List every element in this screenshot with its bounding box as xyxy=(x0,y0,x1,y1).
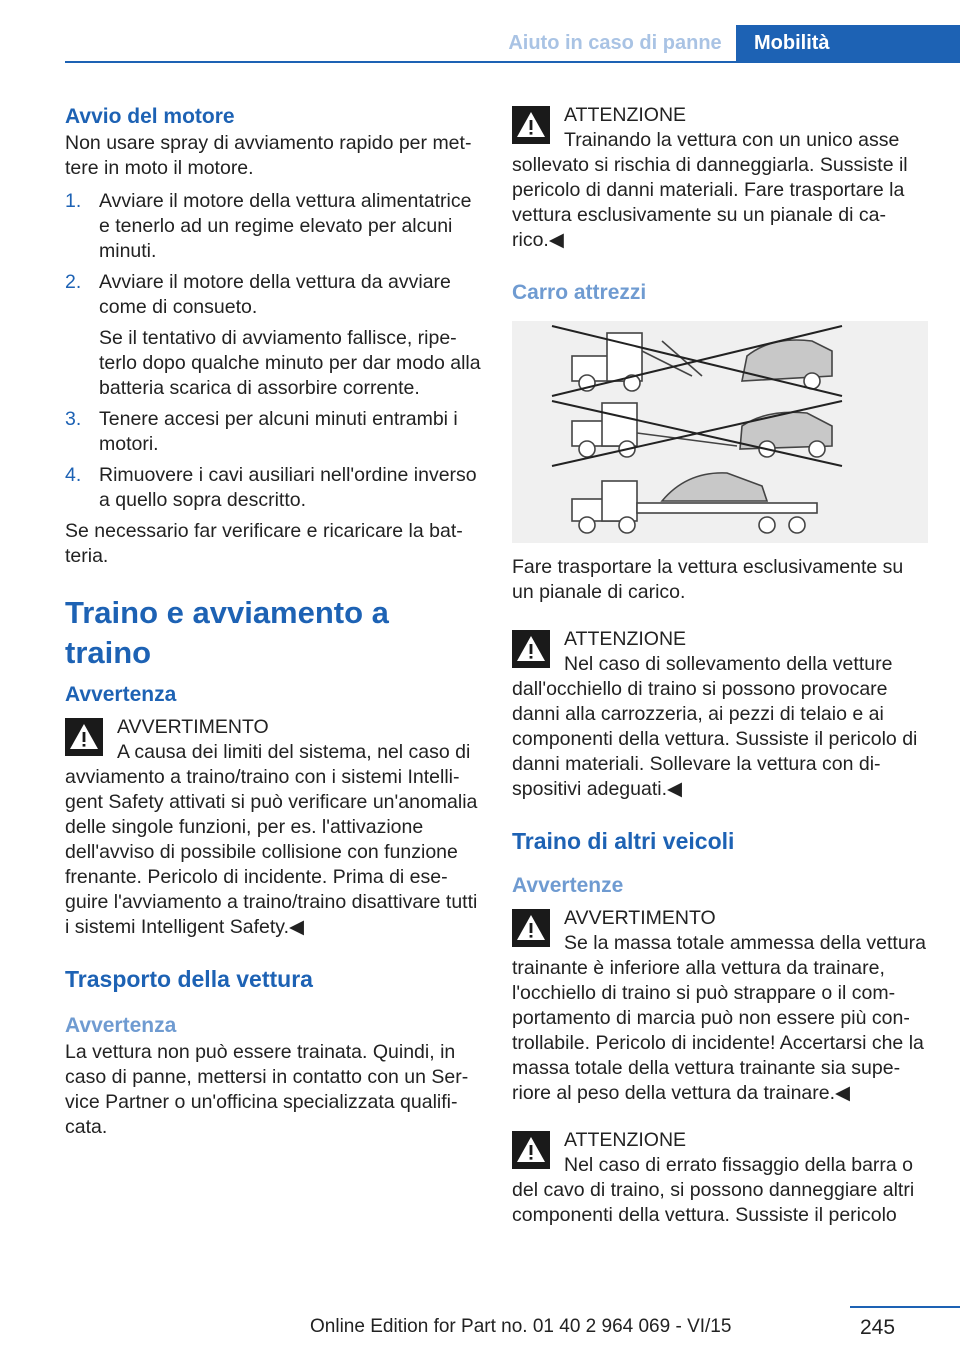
heading-carro-attrezzi: Carro attrezzi xyxy=(512,281,647,304)
warning-text: Nel caso di sollevamento della vetture dall'occhiello di traino si possono provocare danni alla carrozzeria, ai pezzi di telaio e ai componenti della vettura. Sussiste il pericolo di danni materiali. Sollevare la vettura con dispositivi adeguati.◀ xyxy=(512,653,918,800)
warning-block xyxy=(65,715,481,940)
warning-title: ATTENZIONE xyxy=(564,1129,687,1151)
heading-trasporto: Trasporto della vettura xyxy=(65,966,313,992)
step-text: Avviare il motore della vettura da avviare come di consueto. xyxy=(99,271,451,318)
heading-avvertenza-2: Avvertenza xyxy=(65,1014,177,1037)
page-number: 245 xyxy=(860,1316,896,1339)
warning-text: Trainando la vettura con un unico asse sollevato si rischia di danneggiarla. Sussiste il pericolo di danni materiali. Fare trasportare la vettura esclusivamente su un pianale di carico.◀ xyxy=(512,129,908,251)
step-extra-text: Se il tentativo di avviamento fallisce, ripeterlo dopo qualche minuto per dar modo alla batteria scarica di assorbire corrente. xyxy=(99,327,481,399)
list-item xyxy=(65,463,481,513)
warning-triangle-icon xyxy=(65,718,103,756)
paragraph-avvio: Non usare spray di avviamento rapido per mettere in moto il motore. xyxy=(65,132,472,179)
warning-text: Nel caso di errato fissaggio della barra o del cavo di traino, si possono danneggiare altri componenti della vettura. Sussiste il pericolo xyxy=(512,1154,915,1226)
heading-traino-altri-veicoli: Traino di altri veicoli xyxy=(512,828,735,854)
right-column xyxy=(512,103,928,1228)
left-column xyxy=(65,103,481,1140)
warning-block xyxy=(512,103,928,253)
header-rule xyxy=(65,61,960,63)
warning-text: Se la massa totale ammessa della vettura trainante è inferiore alla vettura da trainare, l'occhiello di traino si può strappare o il comportamento di marcia può non essere più controllabile. Pericolo di incidente! Accertarsi che la massa totale della vettura trainante sia superiore al peso della vettura da trainare.◀ xyxy=(512,932,927,1104)
paragraph-battery: Se necessario far verificare e ricaricare la batteria. xyxy=(65,520,463,567)
step-text: Tenere accesi per alcuni minuti entrambi i motori. xyxy=(99,408,458,455)
flatbed-truck-row-3 xyxy=(572,473,817,533)
header-section-tab: Aiuto in caso di panne xyxy=(508,31,722,54)
warning-title: AVVERTIMENTO xyxy=(564,907,716,929)
warning-triangle-icon xyxy=(512,630,550,668)
step-number: 2. xyxy=(65,271,82,293)
heading-avvertenza: Avvertenza xyxy=(65,683,177,706)
warning-title: ATTENZIONE xyxy=(564,628,687,650)
step-number: 3. xyxy=(65,408,82,430)
step-number: 1. xyxy=(65,190,82,212)
warning-triangle-icon xyxy=(512,909,550,947)
list-item xyxy=(65,407,481,457)
warning-block xyxy=(512,1128,928,1228)
list-item xyxy=(65,189,481,264)
warning-triangle-icon xyxy=(512,106,550,144)
header-chapter-tab: Mobilità xyxy=(736,25,960,61)
step-text: Avviare il motore della vettura alimentatrice e tenerlo ad un regime elevato per alcuni minuti. xyxy=(99,190,472,262)
footer-rule xyxy=(850,1306,960,1308)
steps-list xyxy=(65,189,481,513)
warning-triangle-icon xyxy=(512,1131,550,1169)
tow-truck-illustration xyxy=(512,321,928,543)
warning-text: A causa dei limiti del sistema, nel caso di avviamento a traino/traino con i sistemi Intelligent Safety attivati si può verificare un'anomalia delle singole funzioni, per es. l'attivazione dell'avviso di possibile collisione con funzione frenante. Pericolo di incidente. Prima di eseguire l'avviamento a traino/traino disattivare tutti i sistemi Intelligent Safety.◀ xyxy=(65,741,478,938)
warning-block xyxy=(512,906,928,1106)
heading-avvertenze: Avvertenze xyxy=(512,874,624,897)
step-number: 4. xyxy=(65,464,82,486)
heading-avvio-motore: Avvio del motore xyxy=(65,105,235,128)
tow-truck-row-1 xyxy=(552,326,842,396)
warning-title: ATTENZIONE xyxy=(564,104,687,126)
tow-truck-row-2 xyxy=(552,401,842,466)
footer-edition: Online Edition for Part no. 01 40 2 964 069 - VI/15 xyxy=(310,1316,732,1337)
list-item xyxy=(65,270,481,401)
warning-block xyxy=(512,627,928,802)
paragraph-trasporto: La vettura non può essere trainata. Quindi, in caso di panne, mettersi in contatto con un Service Partner o un'officina specializzata qualificata. xyxy=(65,1041,469,1138)
step-text: Rimuovere i cavi ausiliari nell'ordine inverso a quello sopra descritto. xyxy=(99,464,477,511)
heading-traino: Traino e avviamento a traino xyxy=(65,595,389,670)
warning-title: AVVERTIMENTO xyxy=(117,716,269,738)
paragraph-carro: Fare trasportare la vettura esclusivamente su un pianale di carico. xyxy=(512,556,904,603)
